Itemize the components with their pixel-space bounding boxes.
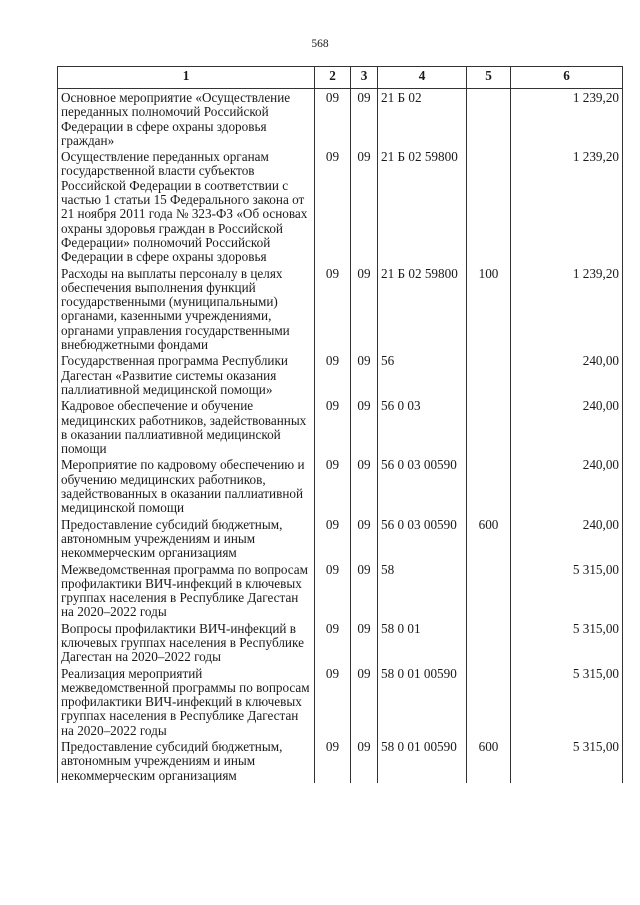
row-section: 09 [315, 148, 351, 264]
row-section: 09 [315, 397, 351, 456]
row-amount: 5 315,00 [511, 561, 623, 620]
table-row [58, 620, 623, 665]
row-amount: 1 239,20 [511, 148, 623, 264]
row-expense-type [467, 620, 511, 665]
row-subsection: 09 [351, 397, 378, 456]
row-expense-type [467, 397, 511, 456]
row-amount: 1 239,20 [511, 265, 623, 353]
header-col-5: 5 [467, 67, 511, 89]
row-name: Расходы на выплаты персоналу в целях обеспечения выполнения функций государственными (муниципальными) органами, казенными учреждениями, органами управления государственными внебюджетными фондами [58, 265, 315, 353]
row-expense-type: 600 [467, 516, 511, 561]
row-subsection: 09 [351, 665, 378, 738]
row-section: 09 [315, 265, 351, 353]
header-col-6: 6 [511, 67, 623, 89]
row-subsection: 09 [351, 738, 378, 783]
table-header [58, 67, 623, 89]
row-section: 09 [315, 456, 351, 515]
header-row [58, 67, 623, 89]
row-subsection: 09 [351, 561, 378, 620]
row-amount: 1 239,20 [511, 89, 623, 149]
row-subsection: 09 [351, 89, 378, 149]
table-row [58, 665, 623, 738]
row-name: Межведомственная программа по вопросам профилактики ВИЧ-инфекций в ключевых группах населения в Республике Дагестан на 2020–2022 годы [58, 561, 315, 620]
header-col-2: 2 [315, 67, 351, 89]
row-name: Предоставление субсидий бюджетным, автономным учреждениям и иным некоммерческим организациям [58, 516, 315, 561]
row-target-code: 58 [378, 561, 467, 620]
row-amount: 5 315,00 [511, 738, 623, 783]
row-subsection: 09 [351, 516, 378, 561]
row-target-code: 56 0 03 [378, 397, 467, 456]
row-target-code: 21 Б 02 59800 [378, 265, 467, 353]
header-col-3: 3 [351, 67, 378, 89]
row-amount: 5 315,00 [511, 620, 623, 665]
row-expense-type [467, 665, 511, 738]
row-subsection: 09 [351, 352, 378, 397]
row-section: 09 [315, 89, 351, 149]
page-number: 568 [311, 38, 329, 50]
row-section: 09 [315, 738, 351, 783]
row-expense-type [467, 352, 511, 397]
row-target-code: 21 Б 02 59800 [378, 148, 467, 264]
row-target-code: 56 [378, 352, 467, 397]
row-name: Осуществление переданных органам государственной власти субъектов Российской Федерации в соответствии с частью 1 статьи 15 Федерального закона от 21 ноября 2011 года № 323-ФЗ «Об основах охраны здоровья граждан в Российской Федерации» полномочий Российской Федерации в сфере охраны здоровья [58, 148, 315, 264]
table-row [58, 738, 623, 783]
row-section: 09 [315, 620, 351, 665]
table-body [58, 89, 623, 783]
row-name: Мероприятие по кадровому обеспечению и обучению медицинских работников, задействованных в оказании паллиативной медицинской помощи [58, 456, 315, 515]
row-target-code: 56 0 03 00590 [378, 516, 467, 561]
header-col-1: 1 [58, 67, 315, 89]
row-target-code: 58 0 01 00590 [378, 738, 467, 783]
row-subsection: 09 [351, 265, 378, 353]
row-section: 09 [315, 561, 351, 620]
row-amount: 240,00 [511, 397, 623, 456]
row-name: Кадровое обеспечение и обучение медицинских работников, задействованных в оказании паллиативной медицинской помощи [58, 397, 315, 456]
row-section: 09 [315, 516, 351, 561]
row-section: 09 [315, 352, 351, 397]
row-name: Реализация мероприятий межведомственной программы по вопросам профилактики ВИЧ-инфекций в ключевых группах населения в Республике Дагестан на 2020–2022 годы [58, 665, 315, 738]
row-subsection: 09 [351, 456, 378, 515]
table-row [58, 456, 623, 515]
row-section: 09 [315, 665, 351, 738]
row-name: Основное мероприятие «Осуществление переданных полномочий Российской Федерации в сфере охраны здоровья граждан» [58, 89, 315, 149]
table-row [58, 148, 623, 264]
header-col-4: 4 [378, 67, 467, 89]
table-row [58, 397, 623, 456]
row-amount: 240,00 [511, 352, 623, 397]
row-name: Предоставление субсидий бюджетным, автономным учреждениям и иным некоммерческим организациям [58, 738, 315, 783]
row-target-code: 56 0 03 00590 [378, 456, 467, 515]
row-name: Государственная программа Республики Дагестан «Развитие системы оказания паллиативной медицинской помощи» [58, 352, 315, 397]
row-expense-type: 600 [467, 738, 511, 783]
row-expense-type [467, 561, 511, 620]
row-subsection: 09 [351, 148, 378, 264]
budget-table [57, 66, 623, 783]
row-target-code: 58 0 01 00590 [378, 665, 467, 738]
row-amount: 240,00 [511, 456, 623, 515]
table-row [58, 265, 623, 353]
row-expense-type: 100 [467, 265, 511, 353]
row-target-code: 21 Б 02 [378, 89, 467, 149]
table-row [58, 561, 623, 620]
table-row [58, 516, 623, 561]
row-name: Вопросы профилактики ВИЧ-инфекций в ключевых группах населения в Республике Дагестан на 2020–2022 годы [58, 620, 315, 665]
row-expense-type [467, 89, 511, 149]
row-amount: 5 315,00 [511, 665, 623, 738]
row-subsection: 09 [351, 620, 378, 665]
row-expense-type [467, 456, 511, 515]
row-target-code: 58 0 01 [378, 620, 467, 665]
row-expense-type [467, 148, 511, 264]
table-row [58, 89, 623, 149]
row-amount: 240,00 [511, 516, 623, 561]
table-row [58, 352, 623, 397]
